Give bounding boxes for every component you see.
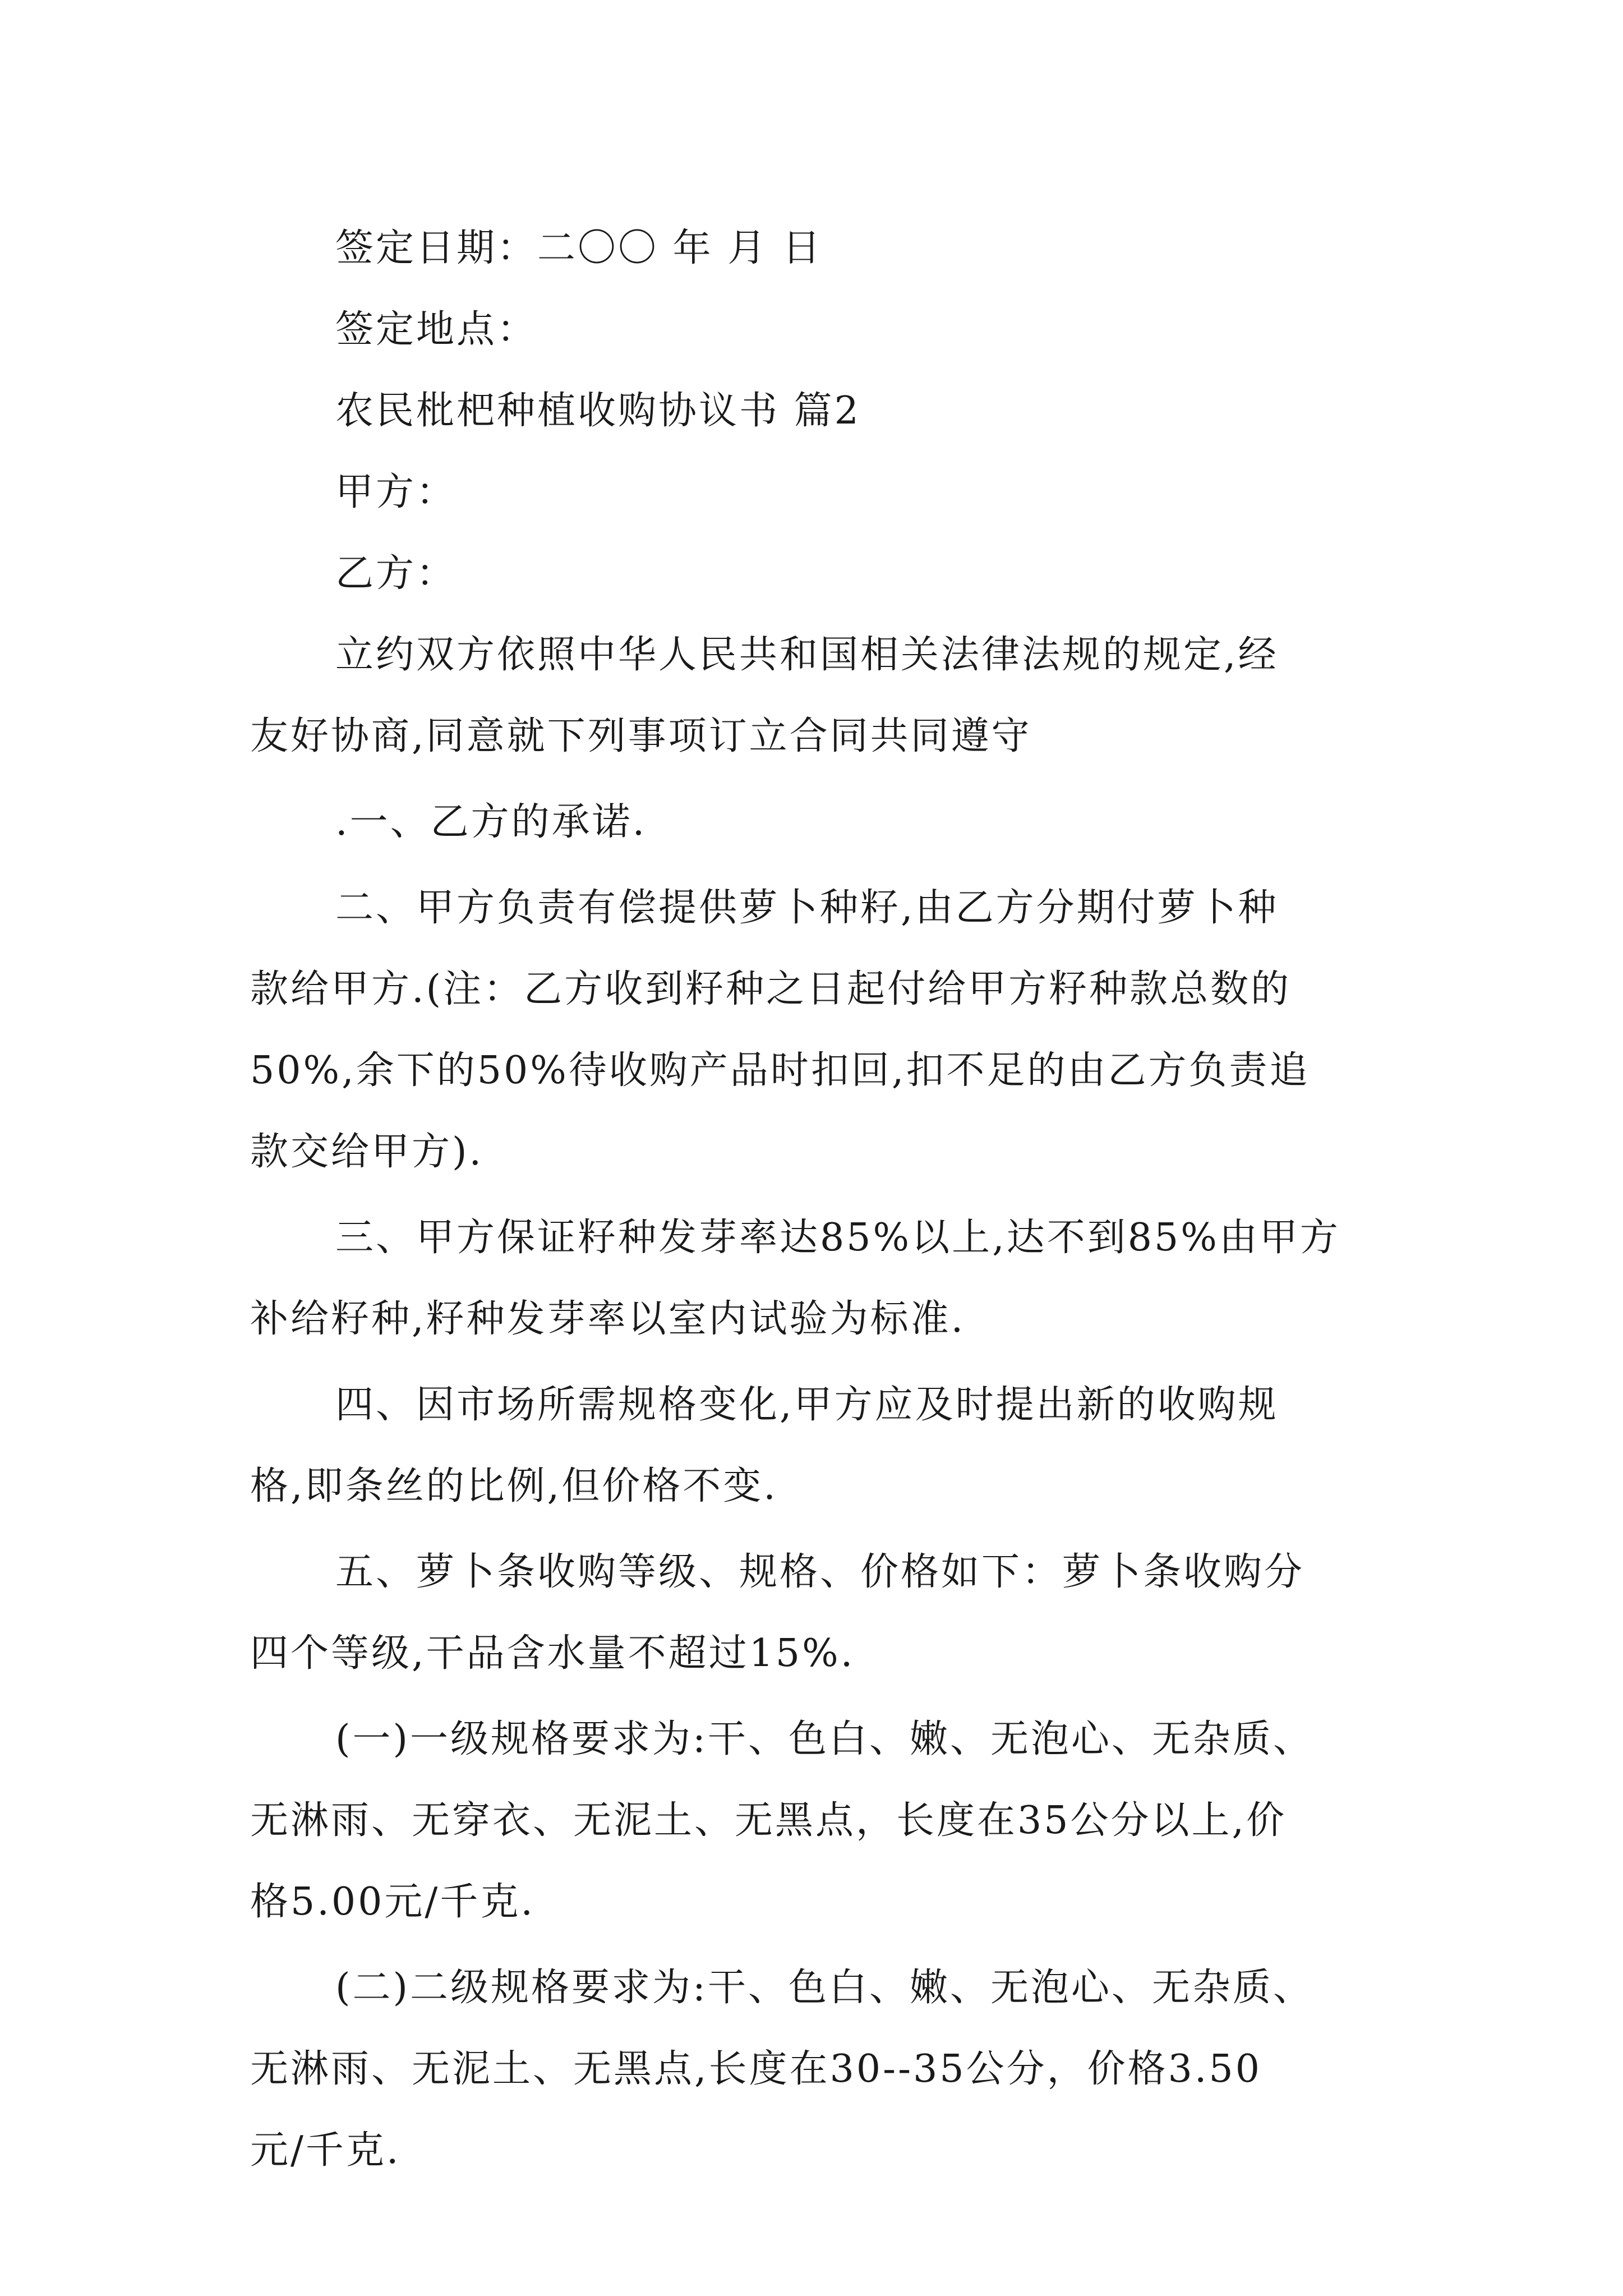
clause-4-line-1: 四、因市场所需规格变化,甲方应及时提出新的收购规 — [335, 1383, 1279, 1427]
party-b-line: 乙方： — [335, 551, 457, 596]
grade-2-line-2: 无淋雨、无泥土、无黑点,长度在30--35公分，价格3.50 — [250, 2047, 1262, 2091]
clause-2-line-2: 款给甲方.(注：乙方收到籽种之日起付给甲方籽种款总数的 — [250, 967, 1292, 1011]
section-title: 农民枇杷种植收购协议书 篇2 — [335, 389, 861, 433]
grade-1-line-2: 无淋雨、无穿衣、无泥土、无黑点，长度在35公分以上,价 — [250, 1798, 1287, 1843]
clause-2-line-4: 款交给甲方). — [250, 1130, 484, 1174]
sign-date-line: 签定日期：二〇〇 年 月 日 — [335, 226, 823, 270]
sign-place-line: 签定地点： — [335, 307, 538, 352]
grade-1-line-1: (一)一级规格要求为:干、色白、嫩、无泡心、无杂质、 — [335, 1717, 1313, 1761]
clause-2-line-3: 50%,余下的50%待收购产品时扣回,扣不足的由乙方负责追 — [250, 1048, 1310, 1093]
preamble-line-1: 立约双方依照中华人民共和国相关法律法规的规定,经 — [335, 633, 1279, 677]
preamble-line-2: 友好协商,同意就下列事项订立合同共同遵守 — [250, 714, 1032, 758]
clause-4-line-2: 格,即条丝的比例,但价格不变. — [250, 1464, 778, 1508]
clause-2-line-1: 二、甲方负责有偿提供萝卜种籽,由乙方分期付萝卜种 — [335, 886, 1279, 930]
clause-5-line-1: 五、萝卜条收购等级、规格、价格如下：萝卜条收购分 — [335, 1550, 1305, 1594]
party-a-line: 甲方： — [335, 470, 457, 514]
clause-5-line-2: 四个等级,干品含水量不超过15%. — [250, 1631, 855, 1676]
clause-3-line-2: 补给籽种,籽种发芽率以室内试验为标准. — [250, 1297, 966, 1341]
grade-1-line-3: 格5.00元/千克. — [250, 1880, 535, 1924]
grade-2-line-3: 元/千克. — [250, 2128, 401, 2173]
document-body — [250, 208, 1377, 2191]
grade-2-line-1: (二)二级规格要求为:干、色白、嫩、无泡心、无杂质、 — [335, 1966, 1313, 2010]
clause-3-line-1: 三、甲方保证籽种发芽率达85%以上,达不到85%由甲方 — [335, 1216, 1340, 1260]
clause-1: .一、乙方的承诺. — [335, 800, 647, 844]
